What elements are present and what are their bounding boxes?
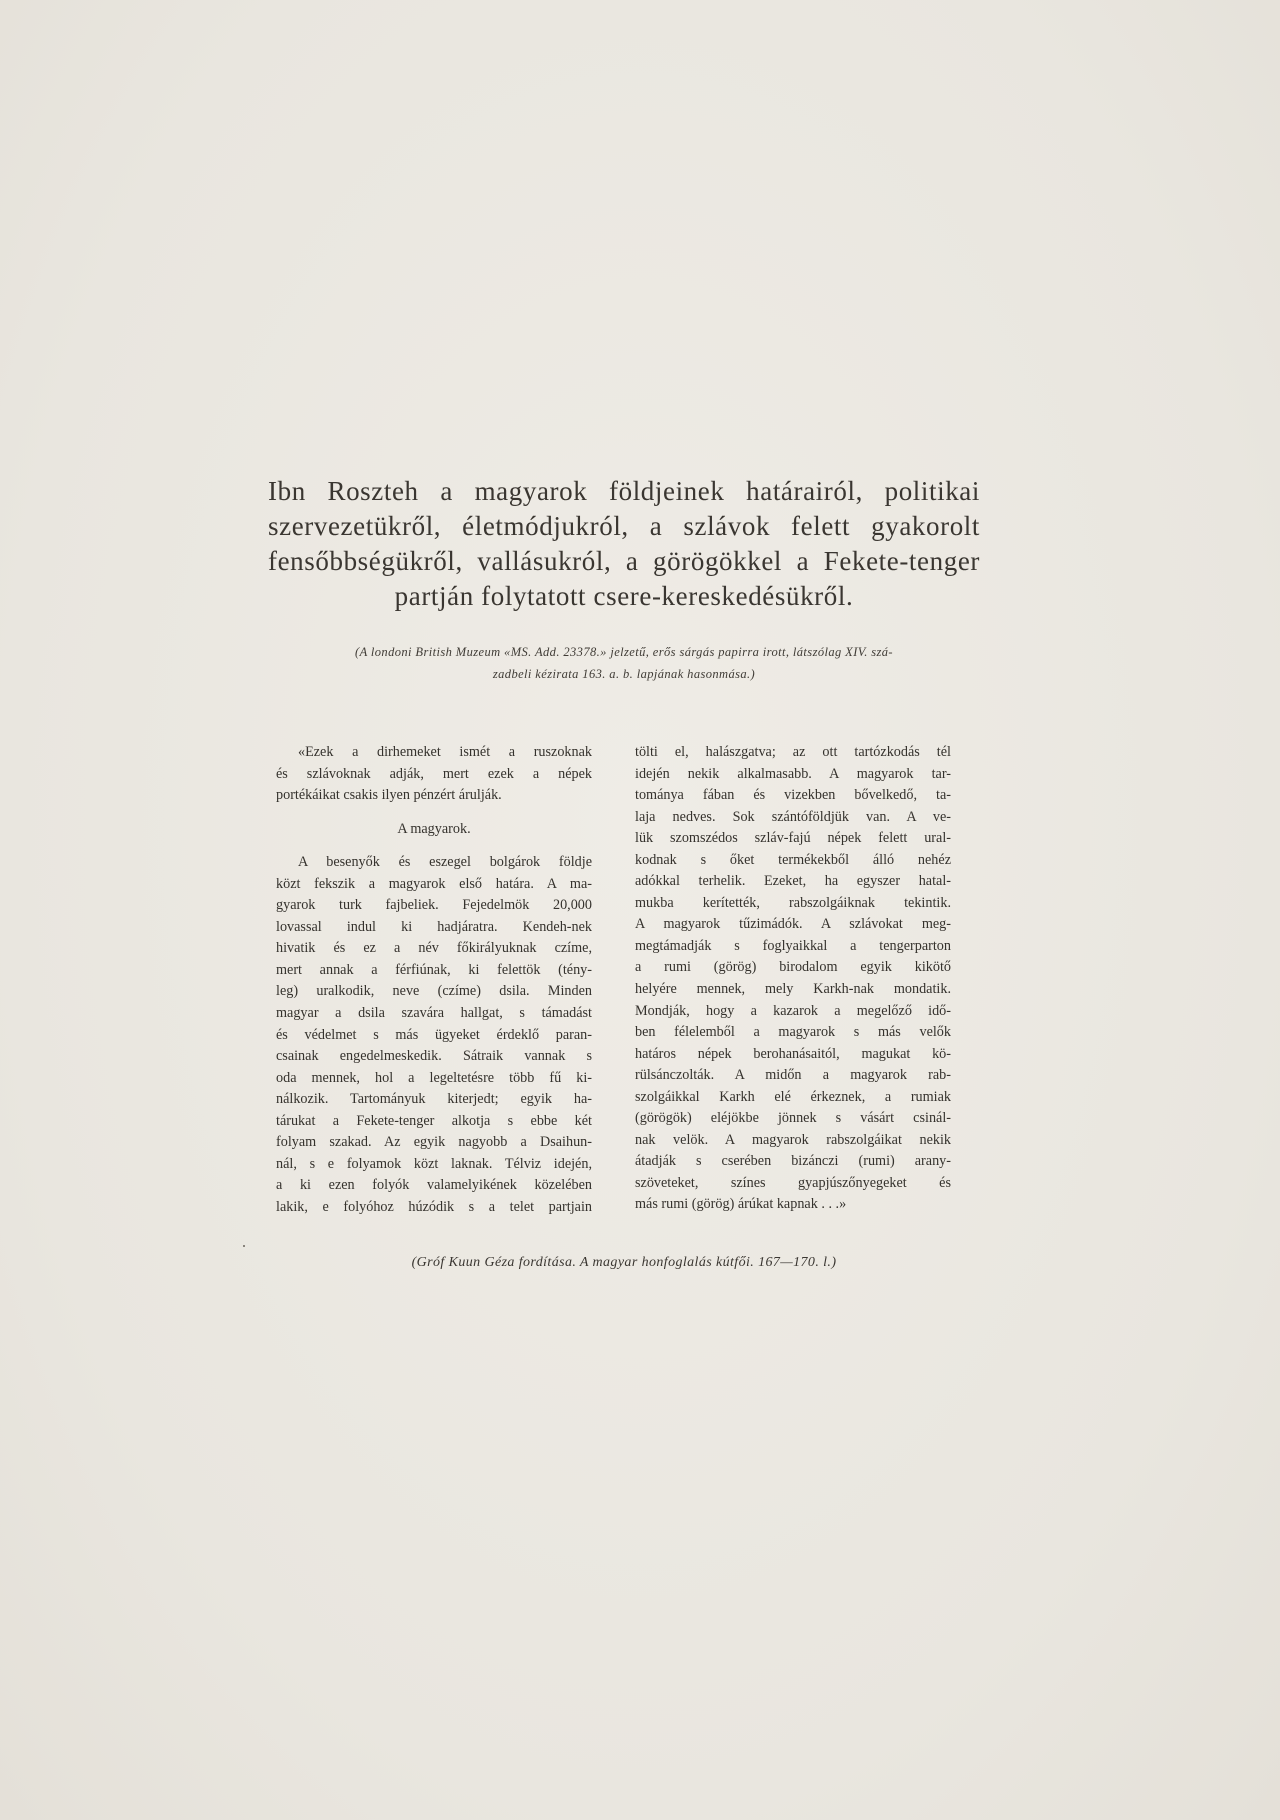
text-line: nálkozik. Tartományuk kiterjedt; egyik ha- (276, 1091, 592, 1108)
text-line: lük szomszédos szláv-fajú népek felett ural- (635, 830, 951, 847)
text-line: és szlávoknak adják, mert ezek a népek (276, 765, 592, 782)
text-line: nak velök. A magyarok rabszolgáikat nekik (635, 1131, 951, 1148)
text-line: átadják s cserében bizánczi (rumi) arany- (635, 1153, 951, 1170)
text-line: mert annak a férfiúnak, ki felettök (tény- (276, 961, 592, 978)
text-line: szöveteket, színes gyapjúszőnyegeket és (635, 1174, 951, 1191)
text-line: szolgáikkal Karkh elé érkeznek, a rumiak (635, 1088, 951, 1105)
right-text-column (635, 742, 951, 1216)
text-line: ben félelemből a magyarok s más velők (635, 1024, 951, 1041)
text-line: tománya fában és vizekben bővelkedő, ta- (635, 787, 951, 804)
text-line: adókkal terhelik. Ezeket, ha egyszer hatal- (635, 873, 951, 890)
text-line: és védelmet s más ügyeket érdeklő paran- (276, 1026, 592, 1043)
text-line: leg) uralkodik, neve (czíme) dsila. Minden (276, 983, 592, 1000)
text-line: gyarok turk fajbeliek. Fejedelmök 20,000 (276, 897, 592, 914)
facsimile-caption (268, 641, 980, 685)
text-line: határos népek berohanásaitól, magukat kö- (635, 1045, 951, 1062)
text-line: kodnak s őket termékekből álló nehéz (635, 851, 951, 868)
paper-speck (243, 1245, 245, 1247)
text-line: tárukat a Fekete-tenger alkotja s ebbe két (276, 1112, 592, 1129)
text-line: magyar a dsila szavára hallgat, s támadást (276, 1005, 592, 1022)
text-line: hivatik és ez a név főkirályuknak czíme, (276, 940, 592, 957)
text-line: rülsánczolták. A midőn a magyarok rab- (635, 1067, 951, 1084)
text-line: mukba kerítették, rabszolgáiknak tekintik. (635, 894, 951, 911)
text-line: A besenyők és eszegel bolgárok földje (298, 854, 592, 871)
page-title (268, 474, 980, 614)
title-line: fensőbbségükről, vallásukról, a görögökkel a Fekete-tenger (268, 546, 980, 576)
text-line: A magyarok tűzimádók. A szlávokat meg- (635, 916, 951, 933)
text-line: oda mennek, hol a legeltetésre több fű ki- (276, 1069, 592, 1086)
text-line: a rumi (görög) birodalom egyik kikötő (635, 959, 951, 976)
text-line: csainak engedelmeskedik. Sátraik vannak s (276, 1048, 592, 1065)
text-line: idején nekik alkalmasabb. A magyarok tar- (635, 765, 951, 782)
text-line: helyére mennek, mely Karkh-nak mondatik. (635, 981, 951, 998)
text-line: a ki ezen folyók valamelyikének közelében (276, 1177, 592, 1194)
title-line: Ibn Roszteh a magyarok földjeinek határairól, politikai (268, 476, 980, 506)
text-line: Mondják, hogy a kazarok a megelőző idő- (635, 1002, 951, 1019)
text-line: tölti el, halászgatva; az ott tartózkodás tél (635, 744, 951, 760)
text-line: közt fekszik a magyarok első határa. A ma- (276, 875, 592, 892)
title-line: szervezetükről, életmódjukról, a szlávok felett gyakorolt (268, 511, 980, 541)
text-line: lovassal indul ki hadjáratra. Kendeh-nek (276, 918, 592, 935)
translation-credit: (Gróf Kuun Géza fordítása. A magyar honfoglalás kútfői. 167—170. l.) (411, 1255, 837, 1270)
title-line: partján folytatott csere-kereskedésükről. (394, 581, 854, 611)
left-text-column (276, 742, 592, 1218)
text-line: laja nedves. Sok szántóföldjük van. A ve- (635, 808, 951, 825)
text-line: folyam szakad. Az egyik nagyobb a Dsaihun- (276, 1134, 592, 1151)
text-line: nál, s e folyamok közt laknak. Télviz idején, (276, 1155, 592, 1172)
text-line: «Ezek a dirhemeket ismét a ruszoknak (298, 744, 592, 760)
text-line: megtámadják s foglyaikkal a tengerparton (635, 937, 951, 954)
text-line: (görögök) eléjökbe jönnek s vásárt csinál- (635, 1110, 951, 1127)
text-line: más rumi (görög) árúkat kapnak . . .» (635, 1196, 847, 1213)
section-heading: A magyarok. (397, 820, 471, 837)
text-line: portékáikat csakis ilyen pénzért árulják. (276, 787, 502, 804)
caption-line: zadbeli kézirata 163. a. b. lapjának hasonmása.) (492, 667, 756, 681)
caption-line: (A londoni British Muzeum «MS. Add. 23378.» jelzetű, erős sárgás papirra irott, látszólag XIV. szá- (355, 645, 893, 659)
text-line: lakik, e folyóhoz húzódik s a telet partjain (276, 1198, 592, 1215)
